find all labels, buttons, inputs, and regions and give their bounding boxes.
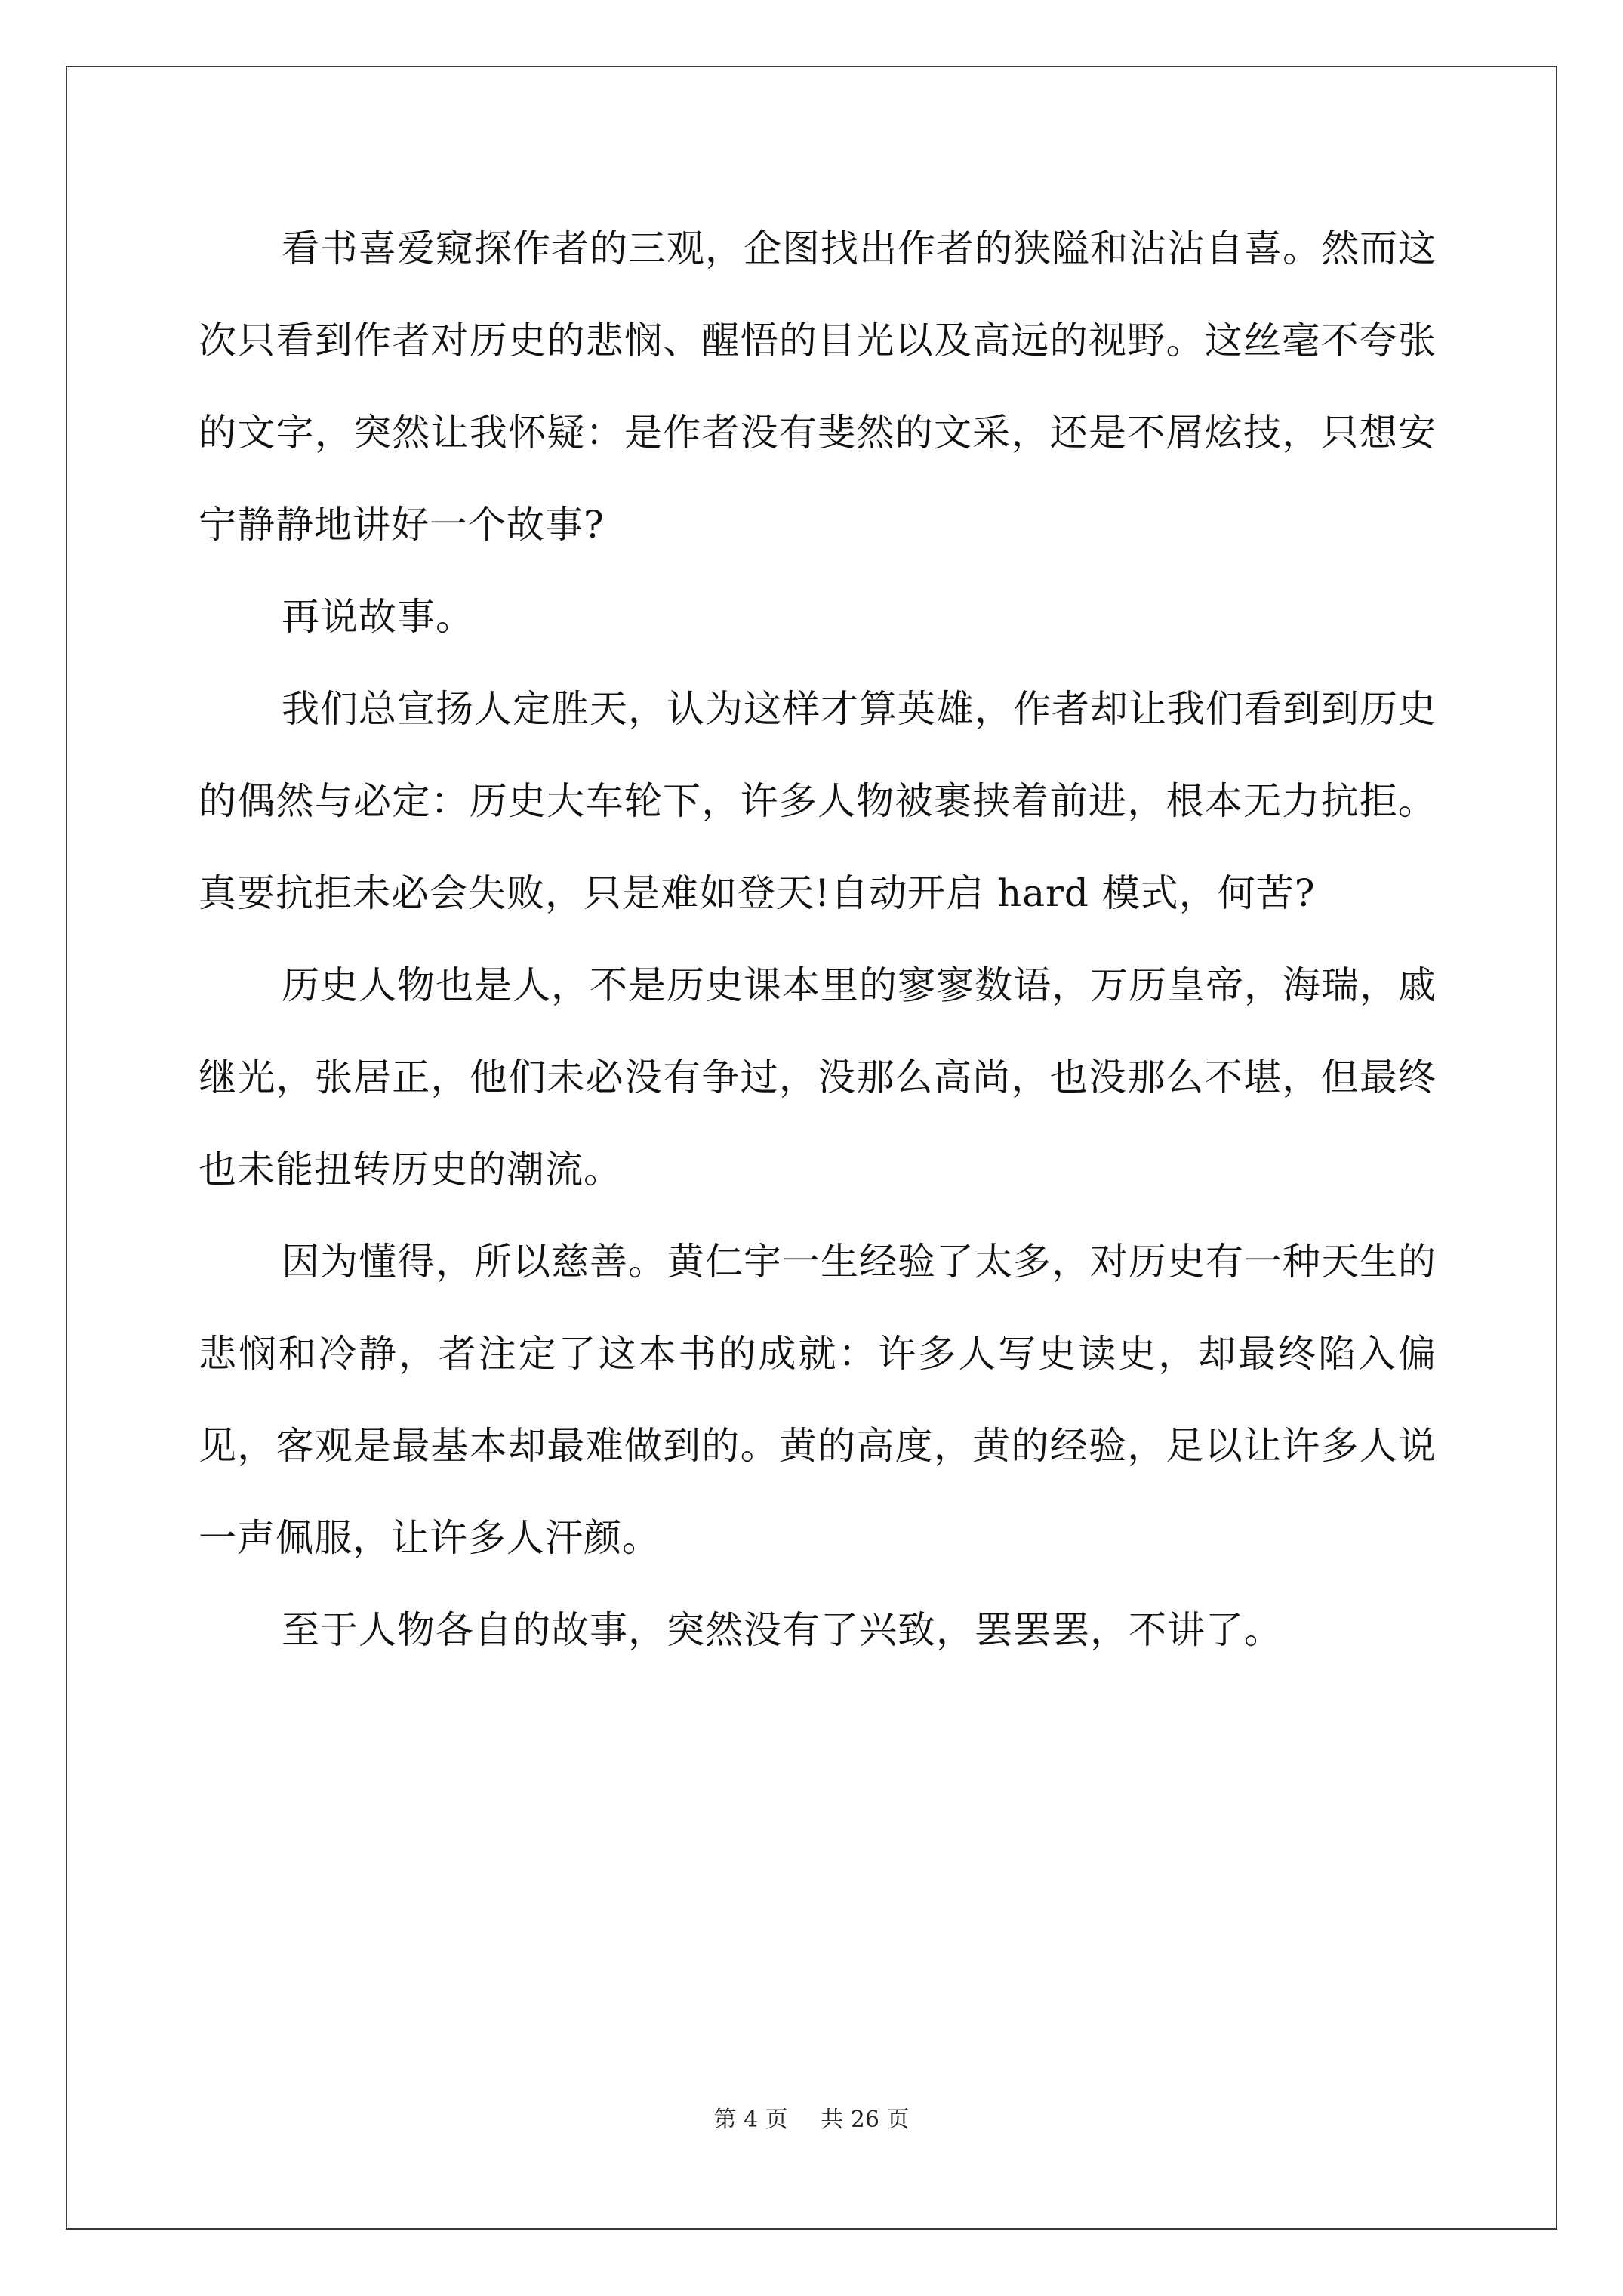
paragraph-1: 看书喜爱窥探作者的三观，企图找出作者的狭隘和沾沾自喜。然而这次只看到作者对历史的悲悯、醒悟的目光以及高远的视野。这丝毫不夸张的文字，突然让我怀疑：是作者没有斐然的文采，还是不屑炫技，只想安宁静静地讲好一个故事? [199, 227, 1437, 547]
paragraph-6: 至于人物各自的故事，突然没有了兴致，罢罢罢，不讲了。 [282, 1608, 1283, 1652]
paragraph-5: 因为懂得，所以慈善。黄仁宇一生经验了太多，对历史有一种天生的悲悯和冷静，者注定了这本书的成就：许多人写史读史，却最终陷入偏见，客观是最基本却最难做到的。黄的高度，黄的经验，足以让许多人说一声佩服，让许多人汗颜。 [199, 1240, 1437, 1560]
paragraph-2: 再说故事。 [282, 595, 474, 639]
paragraph-4: 历史人物也是人，不是历史课本里的寥寥数语，万历皇帝，海瑞，戚继光，张居正，他们未必没有争过，没那么高尚，也没那么不堪，但最终也未能扭转历史的潮流。 [199, 963, 1437, 1191]
document-body [199, 202, 1437, 1676]
page-footer [0, 2100, 1623, 2134]
paragraph-3: 我们总宣扬人定胜天，认为这样才算英雄，作者却让我们看到到历史的偶然与必定：历史大车轮下，许多人物被裹挟着前进，根本无力抗拒。真要抗拒未必会失败，只是难如登天!自动开启 hard 模式，何苦? [199, 687, 1437, 915]
page-number: 第 4 页 [713, 2106, 788, 2133]
page-total: 共 26 页 [821, 2106, 910, 2133]
